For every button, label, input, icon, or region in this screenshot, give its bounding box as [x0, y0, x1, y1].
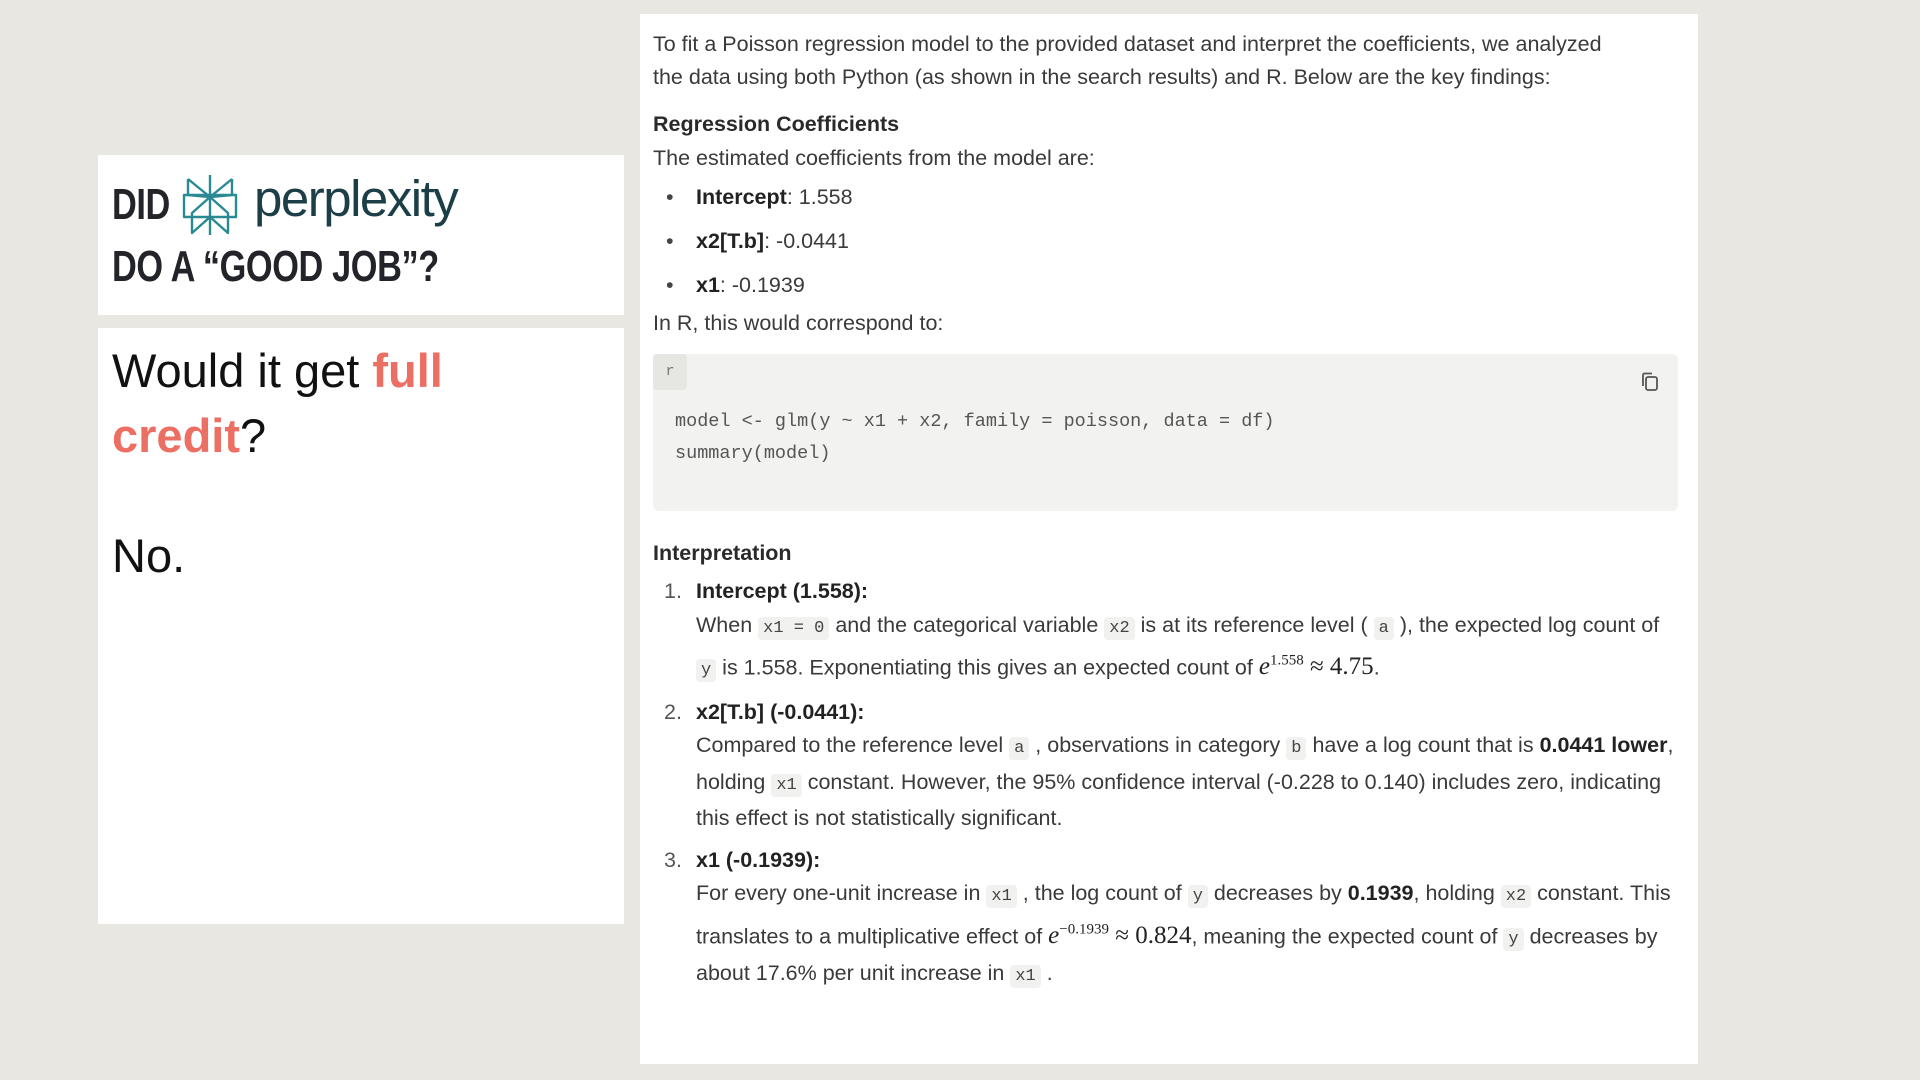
question-accent-credit: credit: [112, 409, 240, 462]
interpretation-list: [653, 575, 1683, 993]
list-item: 1. Intercept (1.558): When x1 = 0 and the categorical variable x2 is at its reference level ( a ), the expected log count of y is 1.558. Exponentiating this gives an expected count of $e^{1.558} \approx 4.75$.: [664, 579, 1660, 681]
code-content: [675, 406, 1275, 470]
list-item: • Intercept: 1.558: [653, 175, 1683, 219]
code-block: [653, 354, 1678, 511]
perplexity-logo-icon: [182, 173, 238, 237]
coefficients-lead: The estimated coefficients from the model are:: [653, 146, 1095, 170]
list-item: • x2[T.b]: -0.0441: [653, 219, 1683, 263]
question-accent-full: full: [372, 344, 443, 397]
list-item: • x1: -0.1939: [653, 263, 1683, 307]
question-mark: ?: [240, 409, 267, 462]
title-did: DID: [112, 180, 170, 229]
coefficients-heading: Regression Coefficients: [653, 112, 900, 136]
title-card: [98, 155, 624, 315]
question-card: [98, 328, 624, 924]
question-text: [112, 338, 612, 468]
copy-icon[interactable]: [1638, 370, 1662, 394]
list-item: 2. x2[T.b] (-0.0441): Compared to the reference level a , observations in category b have a log count that is 0.0441 lower, holding x1 constant. However, the 95% confidence interval (-0.228 to 0.140) includes zero, indicating this effect is not statistically significant.: [664, 699, 1674, 831]
list-item: 3. x1 (-0.1939): For every one-unit increase in x1 , the log count of y decreases by 0.1939, holding x2 constant. This translates to a multiplicative effect of $e^{-0.1939} \approx 0.824$, meaning the expected count of y decreases by about 17.6% per unit increase in x1 .: [664, 847, 1671, 986]
code-language-tag: r: [653, 354, 687, 390]
title-line2: DO A “GOOD JOB”?: [112, 242, 439, 291]
intro-paragraph: To fit a Poisson regression model to the provided dataset and interpret the coefficients, we analyzed the data using both Python (as shown in the search results) and R. Below are the key findings:: [653, 32, 1602, 89]
interpretation-heading: Interpretation: [653, 541, 792, 565]
code-line: model <- glm(y ~ x1 + x2, family = poisson, data = df): [675, 411, 1275, 432]
answer-text: No.: [112, 529, 186, 582]
r-lead: In R, this would correspond to:: [653, 311, 944, 335]
code-line: summary(model): [675, 443, 831, 464]
perplexity-wordmark: perplexity: [254, 170, 458, 227]
answer-panel: [640, 14, 1698, 1064]
coefficients-list: [653, 175, 1683, 307]
question-part: Would it get: [112, 344, 373, 397]
